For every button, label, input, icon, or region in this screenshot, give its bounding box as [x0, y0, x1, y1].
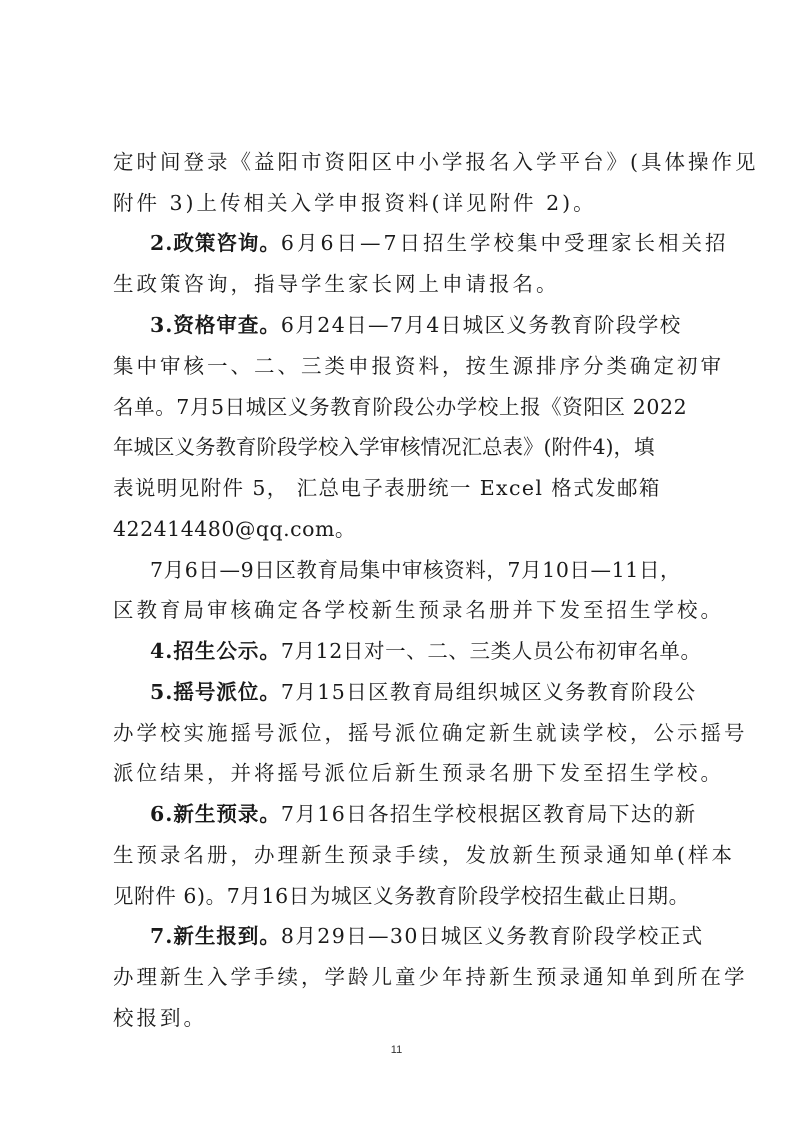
paragraph-line	[113, 957, 748, 997]
paragraph-line	[113, 835, 735, 875]
paragraph-line	[113, 713, 748, 753]
line-text: 区教育局审核确定各学校新生预录名册并下发至招生学校。	[113, 598, 724, 622]
line-text: 生政策咨询，指导学生家长网上申请报名。	[113, 272, 560, 296]
section-heading: 3.资格审查。	[150, 313, 281, 337]
line-text: 办理新生入学手续，学龄儿童少年持新生预录通知单到所在学	[113, 965, 748, 989]
paragraph-line	[113, 509, 693, 549]
section-heading: 6.新生预录。	[150, 802, 281, 826]
section-5-heading-line	[150, 672, 697, 712]
paragraph-line	[113, 346, 724, 386]
line-text: 定时间登录《益阳市资阳区中小学报名入学平台》(具体操作见	[113, 150, 759, 174]
paragraph-line	[113, 753, 724, 793]
section-heading: 5.摇号派位。	[150, 680, 281, 704]
paragraph-line	[113, 998, 693, 1038]
line-text: 办学校实施摇号派位，摇号派位确定新生就读学校，公示摇号	[113, 721, 748, 745]
line-text: 集中审核一、二、三类申报资料，按生源排序分类确定初审	[113, 354, 724, 378]
line-text: 表说明见附件 5， 汇总电子表册统一 Excel 格式发邮箱	[113, 476, 661, 500]
line-text: 名单。7月5日城区义务教育阶段公办学校上报《资阳区 2022	[113, 395, 688, 419]
line-text: 附件 3)上传相关入学申报资料(详见附件 2)。	[113, 191, 597, 215]
page-number: 11	[390, 1044, 403, 1056]
section-6-heading-line	[150, 794, 697, 834]
paragraph-line	[113, 427, 693, 467]
section-heading: 7.新生报到。	[150, 924, 281, 948]
paragraph-line	[113, 264, 693, 304]
line-text: 7月16日各招生学校根据区教育局下达的新	[280, 802, 697, 826]
section-2-heading-line	[150, 223, 729, 263]
paragraph-line	[113, 468, 693, 508]
section-4-heading-line	[150, 631, 702, 671]
line-text: 7月12日对一、二、三类人员公布初审名单。	[280, 639, 702, 663]
line-text: 7月6日—9日区教育局集中审核资料，7月10日—11日，	[150, 558, 682, 582]
line-text: 7月15日区教育局组织城区义务教育阶段公	[280, 680, 697, 704]
line-text: 8月29日—30日城区义务教育阶段学校正式	[280, 924, 704, 948]
section-heading: 4.招生公示。	[150, 639, 281, 663]
paragraph-line	[113, 387, 693, 427]
paragraph-line	[150, 550, 693, 590]
paragraph-line	[113, 183, 693, 223]
line-text: 见附件 6)。7月16日为城区义务教育阶段学校招生截止日期。	[113, 884, 690, 908]
section-3-heading-line	[150, 305, 693, 345]
paragraph-line	[113, 590, 724, 630]
line-text: 校报到。	[113, 1006, 207, 1030]
line-text: 生预录名册，办理新生预录手续，发放新生预录通知单(样本	[113, 843, 735, 867]
paragraph-line	[113, 876, 693, 916]
line-text: 6月24日—7月4日城区义务教育阶段学校	[280, 313, 682, 337]
section-heading: 2.政策咨询。	[150, 231, 281, 255]
section-7-heading-line	[150, 916, 704, 956]
line-text: 年城区义务教育阶段学校入学审核情况汇总表》(附件4)，填	[113, 435, 655, 459]
paragraph-line	[113, 142, 759, 182]
email-text: 422414480@qq.com。	[113, 517, 356, 541]
line-text: 派位结果，并将摇号派位后新生预录名册下发至招生学校。	[113, 761, 724, 785]
line-text: 6月6日—7日招生学校集中受理家长相关招	[280, 231, 729, 255]
